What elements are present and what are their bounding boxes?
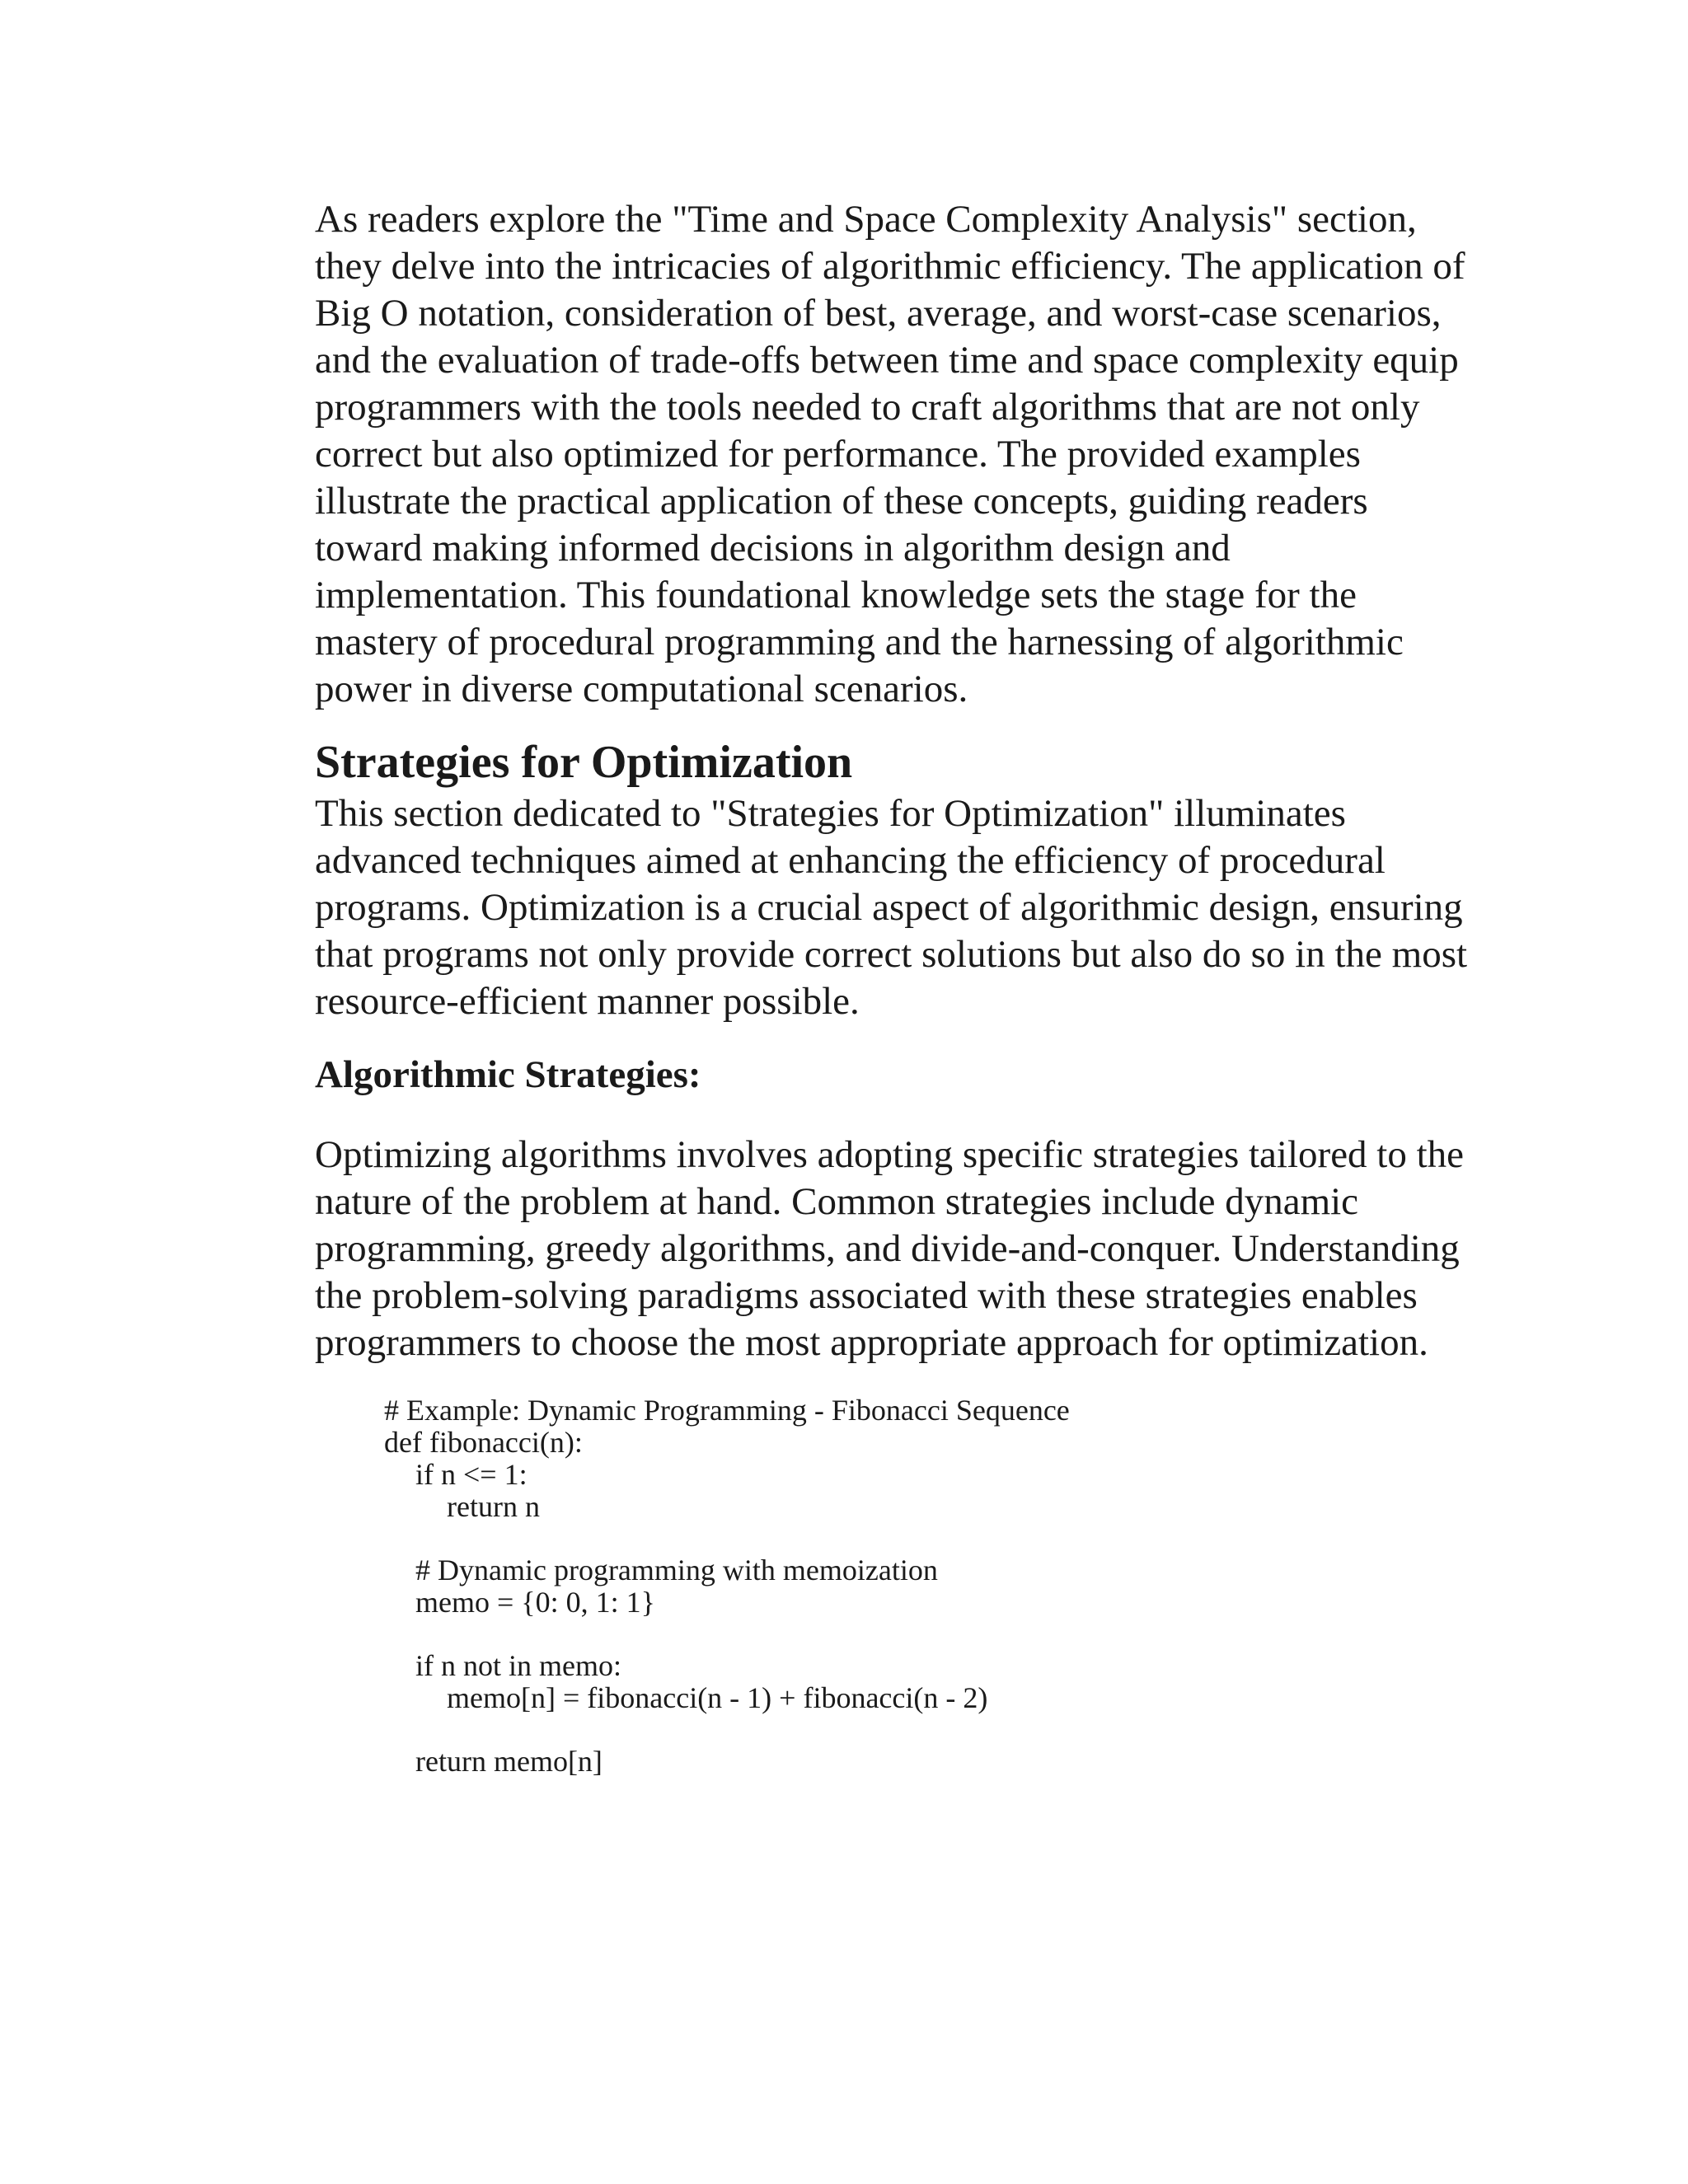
code-line: if n not in memo: [415, 1649, 621, 1682]
document-page [315, 196, 1469, 1778]
subheading: Algorithmic Strategies: [315, 1053, 701, 1096]
code-line: # Example: Dynamic Programming - Fibonacci Sequence [384, 1394, 1070, 1427]
section-heading: Strategies for Optimization [315, 737, 853, 788]
intro-paragraph: As readers explore the "Time and Space Complexity Analysis" section, they delve into the intricacies of algorithmic efficiency. The application of Big O notation, consideration of best, average, and worst-case scenarios, and the evaluation of trade-offs between time and space complexity equip programmers with the tools needed to craft algorithms that are not only correct but also optimized for performance. The provided examples illustrate the practical application of these concepts, guiding readers toward making informed decisions in algorithm design and implementation. This foundational knowledge sets the stage for the mastery of procedural programming and the harnessing of algorithmic power in diverse computational scenarios. [315, 198, 1465, 710]
code-line: return memo[n] [415, 1745, 603, 1778]
code-line: # Dynamic programming with memoization [415, 1554, 938, 1586]
code-line: if n <= 1: [415, 1458, 528, 1491]
code-blank-line [384, 1523, 1469, 1554]
sub-paragraph: Optimizing algorithms involves adopting specific strategies tailored to the nature of the problem at hand. Common strategies include dynamic programming, greedy algorithms, and divide-and-conquer. Understanding the problem-solving paradigms associated with these strategies enables programmers to choose the most appropriate approach for optimization. [315, 1133, 1465, 1364]
code-line: def fibonacci(n): [384, 1426, 583, 1459]
code-block [384, 1394, 1469, 1778]
code-line: return n [447, 1490, 540, 1523]
code-blank-line [384, 1619, 1469, 1650]
section-paragraph: This section dedicated to "Strategies for Optimization" illuminates advanced techniques aimed at enhancing the efficiency of procedural programs. Optimization is a crucial aspect of algorithmic design, ensuring that programs not only provide correct solutions but also do so in the most resource-efficient manner possible. [315, 792, 1468, 1023]
code-line: memo[n] = fibonacci(n - 1) + fibonacci(n - 2) [447, 1681, 988, 1714]
code-line: memo = {0: 0, 1: 1} [415, 1586, 655, 1619]
code-blank-line [384, 1714, 1469, 1746]
